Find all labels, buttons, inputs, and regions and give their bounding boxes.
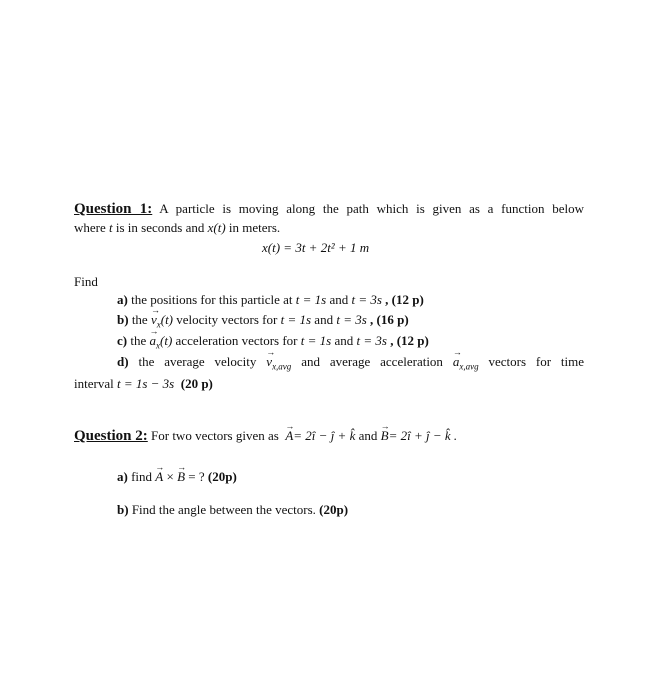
q1-intro-2b: is in seconds and — [115, 220, 205, 235]
q1-part-d — [117, 354, 584, 375]
q2-B-definition: = 2î + ĵ − k̂ . — [388, 428, 458, 443]
q2-b-text: Find the angle between the vectors. — [131, 502, 316, 517]
q1-d-asub: x,avg — [459, 361, 479, 372]
q2-title: Question 2: — [74, 428, 148, 444]
q1-d-interval: t = 1s − 3s — [116, 376, 175, 391]
q1-d-text1: the average velocity — [138, 354, 257, 369]
q1-intro-2a: where — [74, 220, 106, 235]
q2-line-1 — [74, 428, 457, 444]
q2-a-vector-B: → B — [177, 469, 185, 485]
q2-b-label: b) — [117, 502, 129, 517]
q1-find: Find — [74, 274, 98, 289]
q1-b-label: b) — [117, 312, 129, 327]
q1-d-vector-v: → v — [266, 354, 272, 370]
q1-d-text3: vectors for time — [488, 354, 585, 369]
q2-vector-A: → A — [285, 428, 293, 444]
q1-b-arg: (t) — [160, 312, 174, 327]
q1-part-d-line-2 — [74, 376, 213, 392]
q2-a-cross: × — [166, 469, 174, 484]
q1-c-vector-a: → a — [150, 333, 157, 349]
q2-a-rest: = ? — [188, 469, 205, 484]
q1-intro-2c: in meters. — [228, 220, 281, 235]
q1-b-the: the — [131, 312, 148, 327]
q2-a-text: find — [131, 469, 153, 484]
q1-a-points: , (12 p) — [385, 292, 424, 307]
q1-a-and: and — [329, 292, 349, 307]
q1-c-arg: (t) — [160, 333, 173, 348]
q1-part-a — [117, 292, 424, 308]
q1-b-and: and — [314, 312, 334, 327]
q2-part-b — [117, 502, 348, 518]
q1-c-text: acceleration vectors for — [175, 333, 298, 348]
q1-d-vsub: x,avg — [272, 361, 292, 372]
q1-c-the: the — [130, 333, 147, 348]
q1-c-t2: t = 3s — [356, 333, 387, 348]
q2-part-a — [117, 469, 237, 485]
q1-intro-x: x(t) — [207, 220, 226, 235]
q1-equation: x(t) = 3t + 2t² + 1 m — [262, 240, 370, 255]
q2-A-definition: = 2î − ĵ + k̂ — [293, 428, 356, 443]
q1-b-t1: t = 1s — [280, 312, 312, 327]
q2-and: and — [358, 428, 378, 443]
q1-c-sub: x — [156, 340, 160, 351]
q2-a-label: a) — [117, 469, 128, 484]
q1-b-text: velocity vectors for — [176, 312, 278, 327]
q2-vector-B: → B — [381, 428, 389, 444]
q2-a-vector-A: → A — [155, 469, 163, 485]
q1-line-2 — [74, 220, 280, 236]
q1-a-text: the positions for this particle at — [131, 292, 293, 307]
q1-line-1 — [74, 201, 584, 217]
q1-a-label: a) — [117, 292, 128, 307]
q1-title: Question 1: — [74, 201, 153, 217]
q1-d-vector-a: → a — [453, 354, 460, 370]
q1-d-interval-label: interval — [74, 376, 114, 391]
q1-b-points: , (16 p) — [370, 312, 409, 327]
q2-intro: For two vectors given as — [151, 428, 279, 443]
q1-b-sub: x — [156, 319, 161, 330]
q1-a-t1: t = 1s — [295, 292, 327, 307]
q2-a-points: (20p) — [207, 469, 237, 484]
q1-d-points: (20 p) — [180, 376, 213, 391]
q1-c-points: , (12 p) — [390, 333, 429, 348]
q1-c-label: c) — [117, 333, 128, 348]
q2-b-points: (20p) — [319, 502, 349, 517]
q1-part-b — [117, 312, 409, 333]
q1-intro-t: t — [109, 220, 113, 235]
q1-intro-1: A particle is moving along the path which is given as a function below — [159, 201, 584, 216]
q1-a-t2: t = 3s — [351, 292, 382, 307]
q1-c-t1: t = 1s — [300, 333, 332, 348]
q1-b-t2: t = 3s — [336, 312, 367, 327]
q1-b-vector-v: → v — [151, 312, 157, 328]
q1-d-text2: and average acceleration — [301, 354, 443, 369]
q1-d-label: d) — [117, 354, 129, 369]
q1-c-and: and — [334, 333, 354, 348]
